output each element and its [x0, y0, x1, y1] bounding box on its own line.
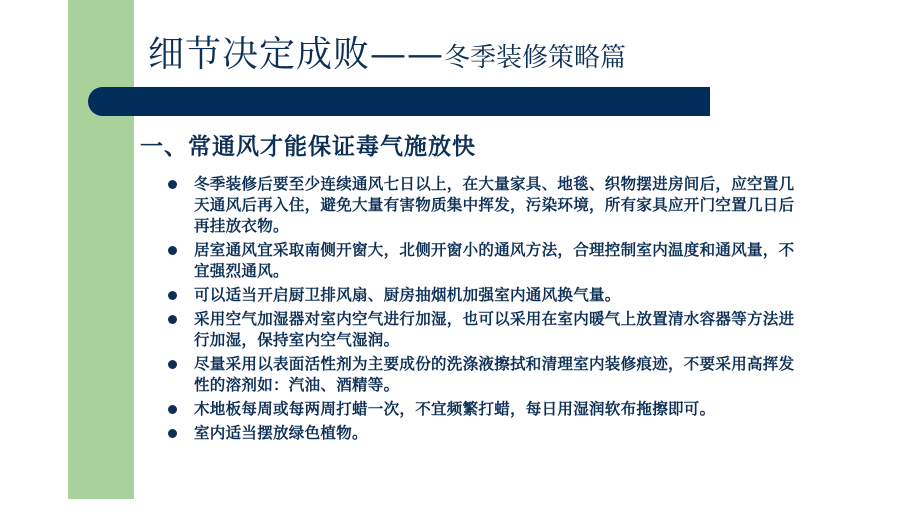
title-main: 细节决定成败	[148, 34, 371, 75]
bullet-text: 居室通风宜采取南侧开窗大，北侧开窗小的通风方法，合理控制室内温度和通风量，不宜强烈通风。	[194, 241, 795, 280]
bullet-text: 采用空气加湿器对室内空气进行加湿，也可以采用在室内暖气上放置清水容器等方法进行加湿，保持室内空气湿润。	[194, 310, 795, 349]
title-subtitle: 冬季装修策略篇	[444, 43, 627, 73]
bullet-dot-icon	[168, 246, 177, 255]
bullet-dot-icon	[168, 291, 177, 300]
section-heading: 一、常通风才能保证毒气施放快	[140, 134, 476, 160]
bullet-item	[168, 240, 808, 282]
bullet-text: 可以适当开启厨卫排风扇、厨房抽烟机加强室内通风换气量。	[194, 286, 621, 304]
bullet-item	[168, 399, 808, 420]
bullet-dot-icon	[168, 315, 177, 324]
bullet-text: 尽量采用以表面活性剂为主要成份的洗涤液擦拭和清理室内装修痕迹，不要采用高挥发性的溶剂如：汽油、酒精等。	[194, 355, 795, 394]
title-dash: ——	[370, 34, 445, 75]
green-accent-band	[68, 0, 134, 499]
bullet-text: 室内适当摆放绿色植物。	[194, 424, 368, 442]
bullet-item	[168, 285, 808, 306]
bullet-dot-icon	[168, 180, 177, 189]
bullet-item	[168, 309, 808, 351]
bullet-dot-icon	[168, 405, 177, 414]
bullet-text: 木地板每周或每两周打蜡一次，不宜频繁打蜡，每日用湿润软布拖擦即可。	[194, 400, 716, 418]
bullet-item	[168, 423, 808, 444]
bullet-dot-icon	[168, 429, 177, 438]
title-divider-bar	[88, 87, 710, 116]
bullet-list	[168, 174, 808, 447]
bullet-item	[168, 354, 808, 396]
bullet-text: 冬季装修后要至少连续通风七日以上，在大量家具、地毯、织物摆进房间后，应空置几天通风后再入住，避免大量有害物质集中挥发，污染环境，所有家具应开门空置几日后再挂放衣物。	[194, 175, 795, 235]
bullet-item	[168, 174, 808, 237]
bullet-dot-icon	[168, 360, 177, 369]
slide-title	[148, 26, 626, 77]
